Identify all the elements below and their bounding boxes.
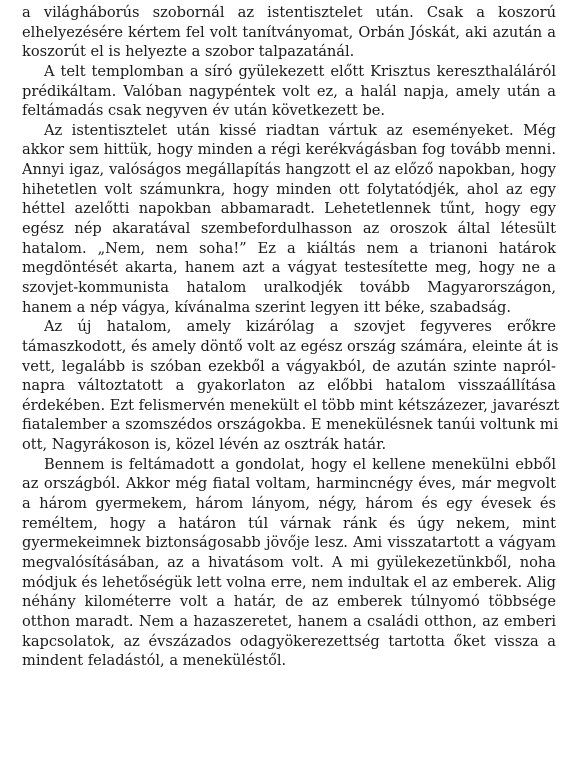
text-line: gyermekeimnek biztonságosabb jövője lesz. Ami visszatartott a vágyam: [22, 534, 556, 552]
text-line: néhány kilométerre volt a határ, de az emberek túlnyomó többsége: [22, 593, 556, 611]
paragraph: [22, 317, 560, 454]
text-line: hatalom. „Nem, nem soha!” Ez a kiáltás nem a trianoni határok: [22, 239, 556, 257]
text-line: a három gyermekem, három lányom, négy, három és egy évesek és: [22, 495, 556, 513]
text-line: megdöntését akarta, hanem azt a vágyat testesítette meg, hogy ne a: [22, 259, 556, 277]
text-line: hihetetlen volt számunkra, hogy minden ott folytatódjék, ahol az egy: [22, 180, 556, 198]
text-line: szovjet-kommunista hatalom uralkodjék tovább Magyarországon,: [22, 278, 556, 296]
page-text: [22, 3, 560, 671]
text-line: Az új hatalom, amely kizárólag a szovjet fegyveres erőkre: [44, 318, 556, 336]
paragraph: [22, 121, 556, 317]
paragraph: [22, 3, 556, 62]
text-line: Annyi igaz, valóságos megállapítás hangzott el az előző napokban, hogy: [22, 161, 556, 179]
text-line: fiatalember a szomszédos országokba. E menekülésnek tanúi voltunk mi: [22, 416, 559, 434]
text-line: módjuk és lehetőségük lett volna erre, nem indultak el az emberek. Alig: [22, 573, 556, 591]
text-line: az országból. Akkor még fiatal voltam, harmincnégy éves, már megvolt: [22, 475, 556, 493]
text-line: héttel azelőtti napokban abbamaradt. Lehetetlennek tűnt, hogy egy: [22, 200, 556, 218]
text-line: kapcsolatok, az évszázados odagyökerezettség tartotta őket vissza a: [22, 632, 556, 650]
text-line: megvalósításában, az a hivatásom volt. A mi gyülekezetünkből, noha: [22, 553, 556, 571]
text-line: akkor sem hittük, hogy minden a régi kerékvágásban fog tovább menni.: [22, 141, 556, 159]
text-line: napra változtatott a gyakorlaton az előbbi hatalom visszaállítása: [22, 377, 556, 395]
text-line: A telt templomban a síró gyülekezett előtt Krisztus kereszthaláláról: [44, 62, 556, 80]
text-line: ott, Nagyrákoson is, közel lévén az osztrák határ.: [22, 436, 387, 454]
text-line: támaszkodott, és amely döntő volt az egész ország számára, eleinte át is: [22, 337, 559, 355]
paragraph: [22, 455, 556, 671]
paragraph: [22, 62, 556, 121]
text-line: a világháborús szobornál az istentisztelet után. Csak a koszorú: [22, 4, 556, 21]
text-line: vett, legalább is szóban ezekből a vágyakból, de azután szinte napról-: [22, 357, 556, 375]
text-line: feltámadás csak negyven év után következett be.: [22, 102, 386, 120]
text-line: Bennem is feltámadott a gondolat, hogy el kellene menekülni ebből: [44, 455, 556, 473]
text-line: otthon maradt. Nem a hazaszeretet, hanem a családi otthon, az emberi: [22, 612, 556, 630]
text-line: érdekében. Ezt felismervén menekült el több mint kétszázezer, javarészt: [22, 396, 560, 414]
text-line: elhelyezésére kértem fel volt tanítványomat, Orbán Jóskát, aki azután a: [22, 23, 556, 41]
text-line: reméltem, hogy a határon túl várnak ránk és úgy nekem, mint: [22, 514, 556, 532]
text-line: prédikáltam. Valóban nagypéntek volt ez, a halál napja, amely után a: [22, 82, 556, 100]
text-line: egész nép akaratával szembefordulhasson az oroszok által létesült: [22, 220, 556, 238]
text-line: hanem a nép vágya, kívánalma szerint legyen itt béke, szabadság.: [22, 298, 512, 316]
text-line: koszorút el is helyezte a szobor talpazatánál.: [22, 43, 355, 61]
text-line: mindent feladástól, a meneküléstől.: [22, 652, 287, 670]
text-line: Az istentisztelet után kissé riadtan vártuk az eseményeket. Még: [44, 121, 556, 139]
